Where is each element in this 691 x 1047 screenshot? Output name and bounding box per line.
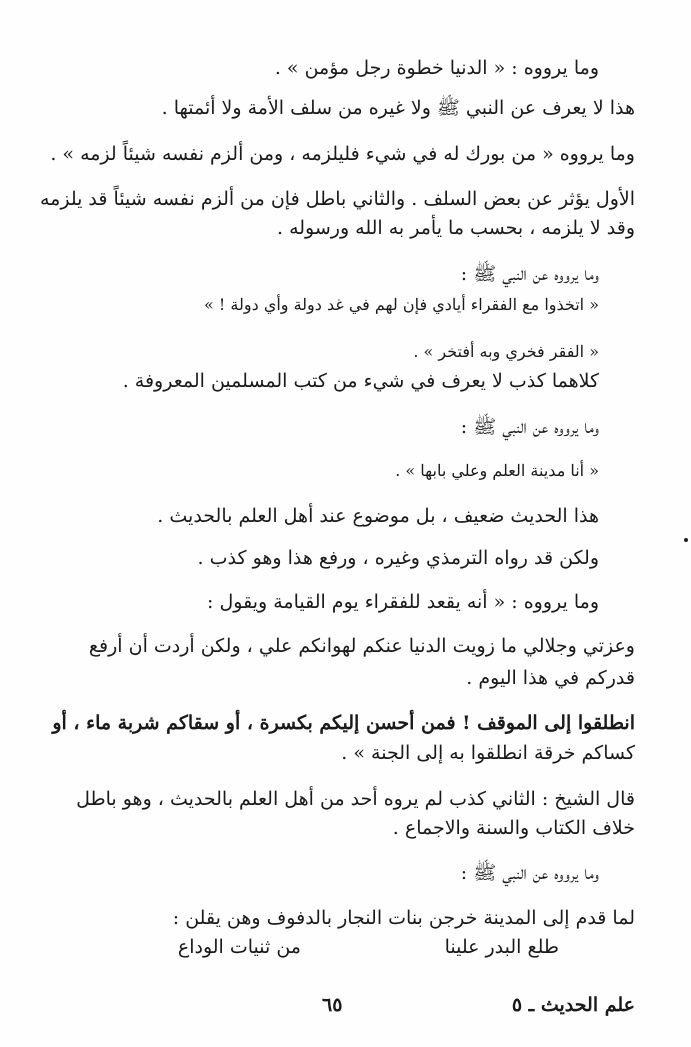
ink-speck-decoration xyxy=(684,538,688,542)
page-number: ٦٥ xyxy=(322,994,343,1016)
text-line-5: وقد لا يلزمه ، بحسب ما يأمر به الله ورسوله . xyxy=(276,217,635,239)
text-line-2: هذا لا يعرف عن النبي ﷺ ولا غيره من سلف الأمة ولا أئمتها . xyxy=(161,97,635,119)
text-line-21: وما يرووه عن النبي ﷺ : xyxy=(460,862,599,884)
verse-left-hemistich: من ثنيات الوداع xyxy=(177,936,301,958)
text-line-13: ولكن قد رواه الترمذي وغيره ، ورفع هذا وهو كذب . xyxy=(197,547,599,569)
text-line-11: « أنا مدينة العلم وعلي بابها » . xyxy=(395,461,599,480)
verse-right-hemistich: طلع البدر علينا xyxy=(444,936,559,958)
text-line-3: وما يرووه « من بورك له في شيء فليلزمه ، ومن ألزم نفسه شيئاً لزمه » . xyxy=(50,143,635,165)
text-line-1: وما يرووه : « الدنيا خطوة رجل مؤمن » . xyxy=(274,57,599,79)
text-line-4: الأول يؤثر عن بعض السلف . والثاني باطل فإن من ألزم نفسه شيئاً قد يلزمه xyxy=(39,188,635,210)
text-line-10: وما يرووه عن النبي ﷺ : xyxy=(460,416,599,438)
text-line-7: « اتخذوا مع الفقراء أيادي فإن لهم في غد دولة وأي دولة ! » xyxy=(204,295,599,314)
text-line-16: قدركم في هذا اليوم . xyxy=(466,667,635,689)
text-line-22: لما قدم إلى المدينة خرجن بنات النجار بالدفوف وهن يقلن : xyxy=(172,907,635,929)
text-line-18: كساكم خرقة انطلقوا به إلى الجنة » . xyxy=(341,742,635,764)
text-line-20: خلاف الكتاب والسنة والاجماع . xyxy=(392,817,635,839)
text-line-12: هذا الحديث ضعيف ، بل موضوع عند أهل العلم بالحديث . xyxy=(157,505,599,527)
text-line-6: وما يرووه عن النبي ﷺ : xyxy=(460,263,599,285)
text-line-8: « الفقر فخري وبه أفتخر » . xyxy=(413,342,599,361)
text-line-17: انطلقوا إلى الموقف ! فمن أحسن إليكم بكسرة ، أو سقاكم شربة ماء ، أو xyxy=(52,712,635,734)
text-line-9: كلاهما كذب لا يعرف في شيء من كتب المسلمين المعروفة . xyxy=(122,370,599,392)
running-title: علم الحديث ـ ٥ xyxy=(511,994,635,1016)
text-line-15: وعزتي وجلالي ما زويت الدنيا عنكم لهوانكم علي ، ولكن أردت أن أرفع xyxy=(88,635,635,657)
text-line-19: قال الشيخ : الثاني كذب لم يروه أحد من أهل العلم بالحديث ، وهو باطل xyxy=(76,788,635,810)
text-line-14: وما يرووه : « أنه يقعد للفقراء يوم القيامة ويقول : xyxy=(207,591,599,613)
